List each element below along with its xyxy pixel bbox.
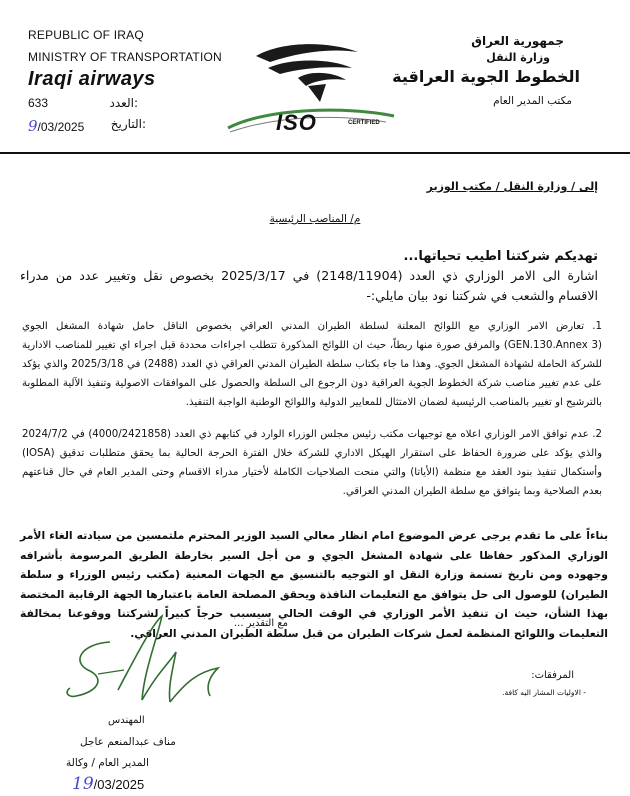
document-number: 633 العدد:	[28, 96, 138, 110]
intro-paragraph: اشارة الى الامر الوزاري ذي العدد (2148/11904) في 2025/3/17 بخصوص نقل وتغيير عدد من مدراء الاقسام والشعب في شركتنا نود بيان مايلي:-	[20, 268, 599, 303]
iso-label: ISO	[276, 110, 317, 135]
signatory-position: المدير العام / وكالة	[66, 757, 149, 769]
point-1-paragraph: 1. تعارض الامر الوزاري مع اللوائح المعلنة لسلطة الطيران المدني العراقي بخصوص الناقل حامل شهادة المشغل الجوي (GEN.130.Annex 3) والمرفق صورة منها ربطاً، حيث ان اللوائح المذكورة تتطلب اجراءات محددة قبل اجراء اي تغيير للمناصب الادارية للشركة الحاملة لشهادة المشغل الجوي. وهذا ما جاء بكتاب سلطة الطيران المدني العراقي ذي العدد (2488) في 2025/3/18 والذي يؤكد على عدم تغيير مناصب شركة الخطوط الجوية العراقية دون الرجوع الى السلطة والحصول على الموافقات الاصولية وتنفيذ الآلية المطلوبة بالترشيح او تغيير بالمناصب الرئيسية لضمان الامتثال للمعايير الدولية واللوائح الوطنية الواجبة التنفيذ.	[22, 321, 603, 408]
header-divider	[0, 152, 630, 154]
attachments-item: - الاوليات المشار اليه كافة.	[502, 688, 586, 697]
country-name-ar: جمهورية العراق	[471, 34, 564, 48]
signature-date: 19/03/2025	[72, 774, 145, 794]
country-name-en: REPUBLIC OF IRAQ	[28, 28, 144, 42]
attachments-label: المرفقات:	[531, 670, 574, 681]
general-manager-office-ar: مكتب المدير العام	[493, 95, 572, 107]
airline-logotype-en: Iraqi airways	[28, 68, 156, 90]
iso-certification-badge	[226, 106, 396, 136]
signatory-title: المهندس	[108, 715, 145, 726]
ministry-name-en: MINISTRY OF TRANSPORTATION	[28, 50, 222, 64]
airline-logotype-ar: الخطوط الجوية العراقية	[392, 67, 580, 86]
closing-regards: مع التقدير ...	[233, 618, 288, 629]
subject-line: م/ المناصب الرئيسية	[269, 213, 361, 225]
handwritten-signature	[58, 612, 238, 712]
iso-certified-label: CERTIFIED	[348, 120, 380, 126]
conclusion-paragraph: بناءاً على ما تقدم يرجى عرض الموضوع امام انظار معالي السيد الوزير المحترم ملتمسين من سيادته الغاء الأمر الوزاري المذكور حفاظا على شهادة المشغل الجوي و من أجل السير بخارطة الطريق المرسومة بأشرافه وجهوده ومن تاريخ تسنمة وزارة النقل او التوجيه بالتنسيق مع الجهات المعنية (مكتب رئيس الوزراء و سلطة الطيران) للوصول الى حل يتوافق مع التعليمات النافذة ويحقق المصلحة العامة باعتبارها الجهة الرقابية المختصة بهذا الشأن، حيث ان تنفيذ الأمر الوزاري في الوقت الحالي سيسبب حرجاً كبيراً لشركتنا ووقوعنا بمخالفة التعليمات واللوائح المنظمة لعمل شركات الطيران من قبل سلطة الطيران المدني العراقي.	[20, 529, 608, 640]
date-handwritten-day: 9	[28, 117, 38, 135]
greeting: تهديكم شركتنا اطيب تحياتها...	[403, 249, 598, 264]
point-2-paragraph: 2. عدم توافق الامر الوزاري اعلاه مع توجيهات مكتب رئيس مجلس الوزراء الوارد في كتابهم ذي العدد (4000/2421858) في 2024/7/2 والذي يؤكد على ضرورة الحفاظ على استقرار الهيكل الاداري للشركة خلال الفترة الحرجة الحالية بما يحقق متطلبات تدقيق (IOSA) وأستكمال تنفيذ بنود العقد مع منظمة (الأياتا) والتي منحت الصلاحيات الكاملة لأختيار مدراء الاقسام وحتى المدير العام في حال قناعتهم بعدم الصلاحية وبما يتوافق مع سلطة الطيران المدني العراقي.	[22, 429, 602, 497]
airline-bird-logo-icon	[250, 38, 362, 108]
signatory-name: مناف عبدالمنعم عاجل	[80, 736, 176, 748]
ministry-name-ar: وزارة النقل	[486, 51, 550, 64]
signature-date-handwritten-day: 19	[72, 774, 94, 794]
recipient-line: إلى / وزارة النقل / مكتب الوزير	[426, 180, 598, 193]
document-date: 9/03/2025 التاريخ:	[28, 117, 146, 135]
